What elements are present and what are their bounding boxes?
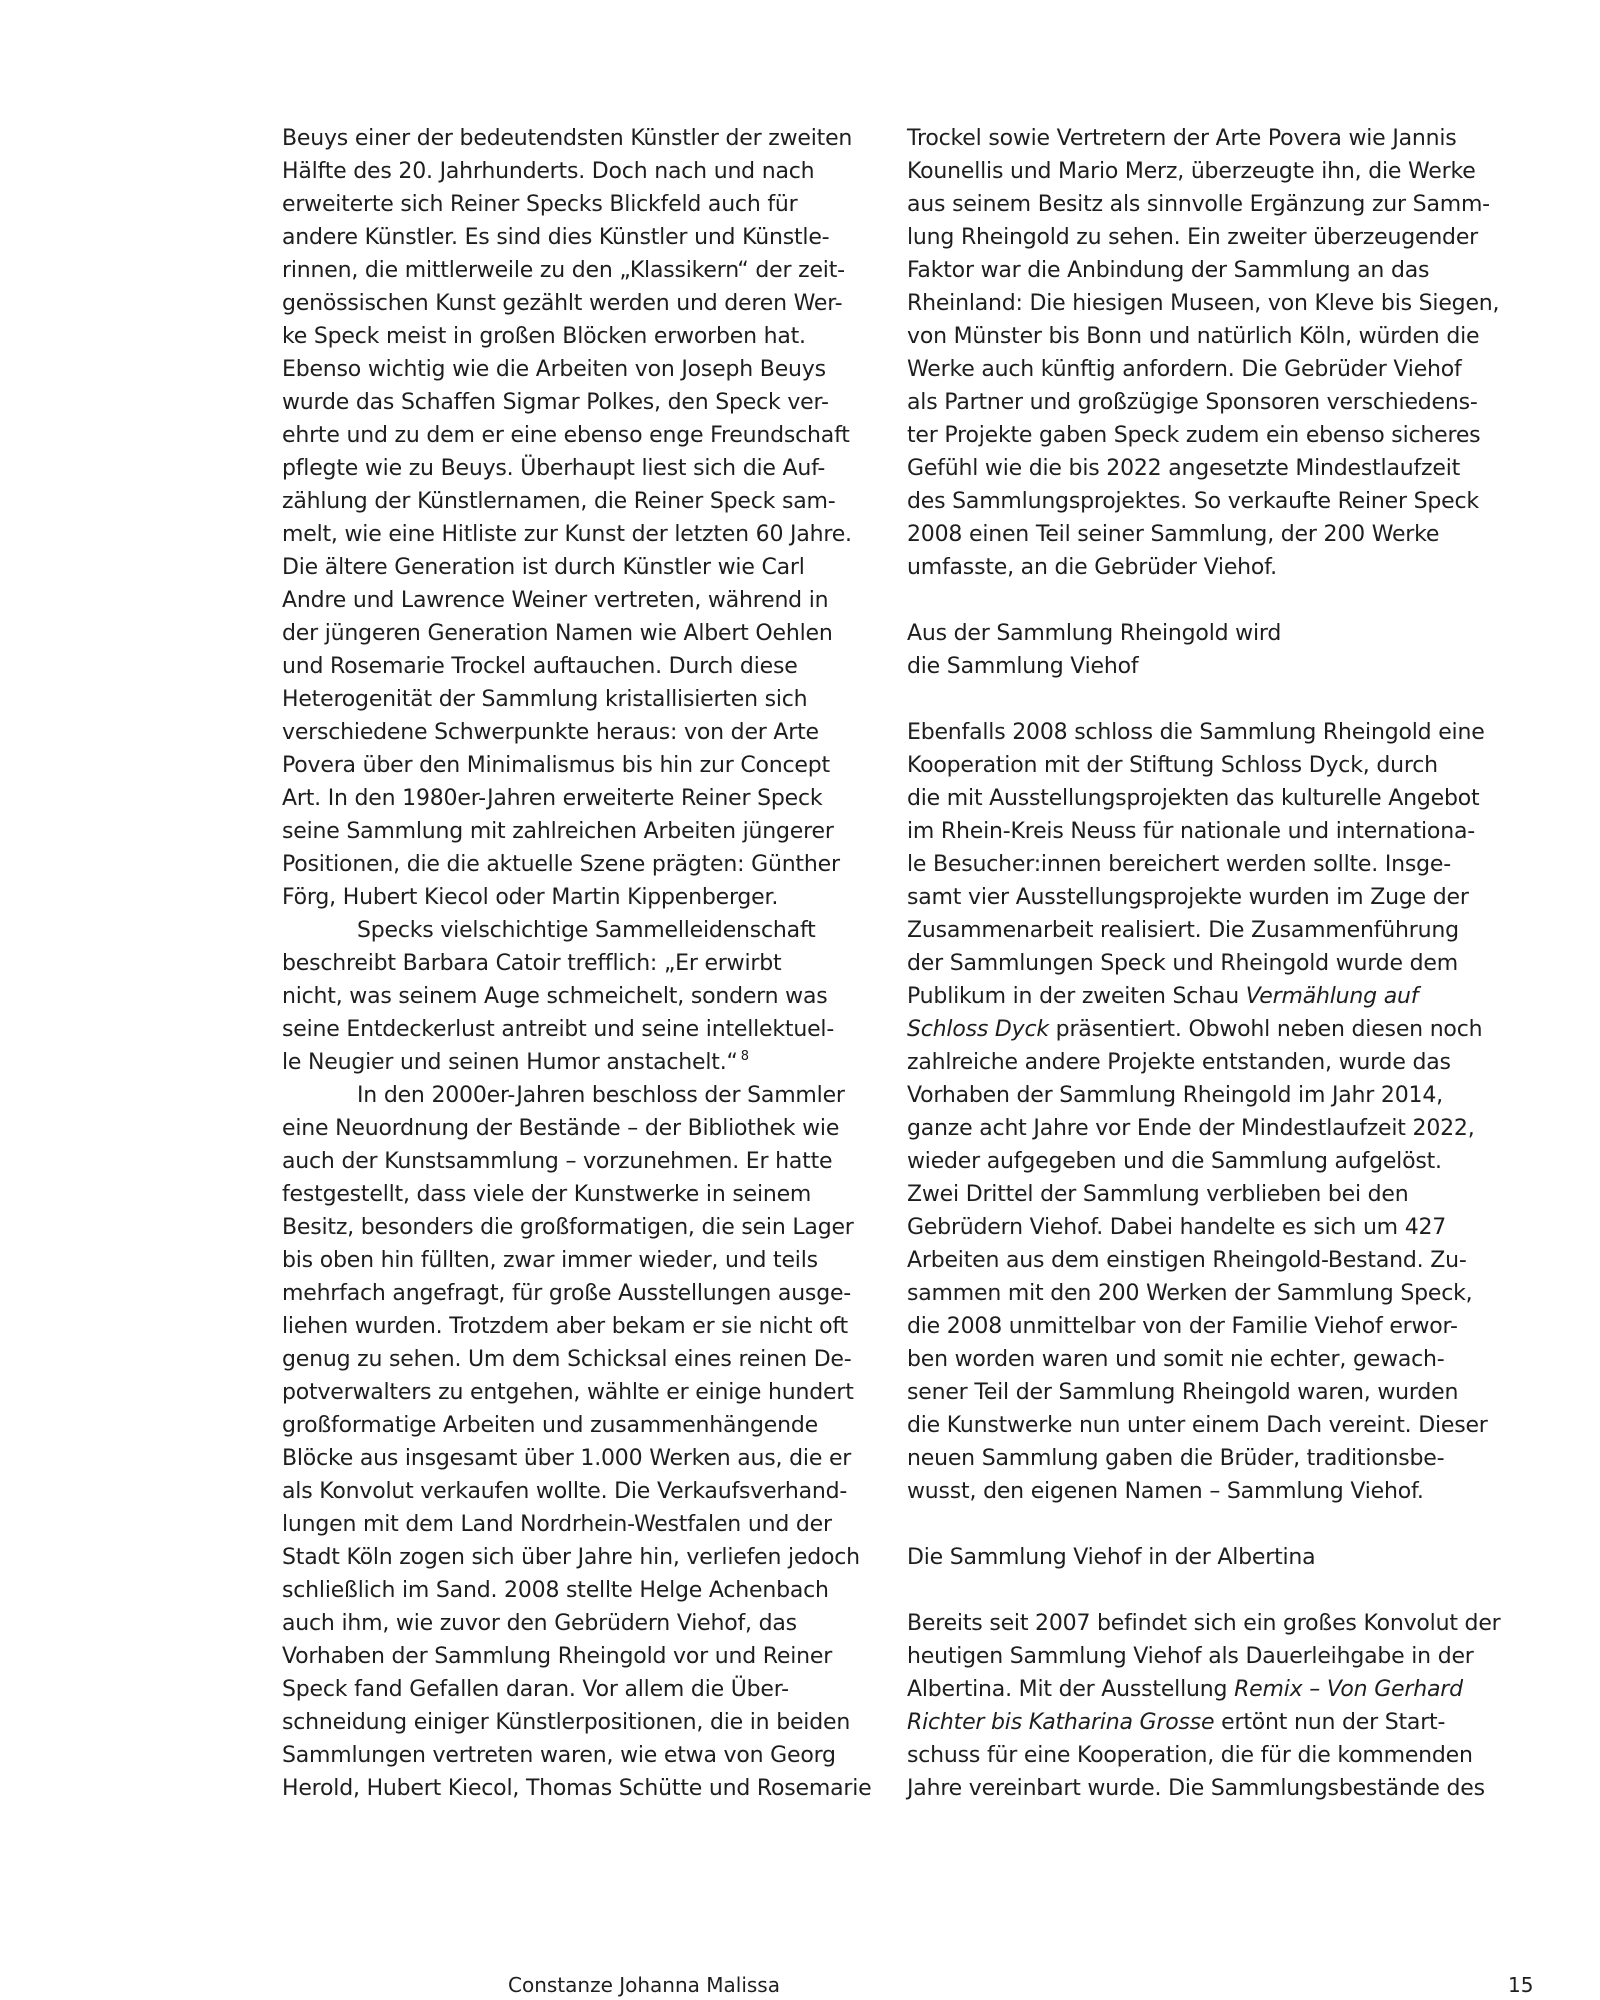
- line-text: Andre und Lawrence Weiner vertreten, während in: [282, 588, 829, 613]
- text-line: [907, 881, 1527, 914]
- text-line: [282, 1244, 882, 1277]
- line-text: In den 2000er-Jahren beschloss der Sammler: [357, 1083, 845, 1108]
- line-text: als Konvolut verkaufen wollte. Die Verkaufsverhand-: [282, 1479, 848, 1504]
- text-line: [282, 386, 882, 419]
- text-line: [282, 683, 882, 716]
- line-text: Gefühl wie die bis 2022 angesetzte Mindestlaufzeit: [907, 456, 1461, 481]
- line-text: ertönt nun der Start-: [1214, 1710, 1446, 1735]
- text-line: [907, 221, 1527, 254]
- section-heading-line: [907, 1541, 1527, 1574]
- text-line: [282, 848, 882, 881]
- text-line: [282, 881, 882, 914]
- text-line: [907, 947, 1527, 980]
- line-text: aus seinem Besitz als sinnvolle Ergänzung zur Samm-: [907, 192, 1490, 217]
- text-line: [907, 1739, 1527, 1772]
- line-text: Beuys einer der bedeutendsten Künstler der zweiten: [282, 126, 853, 151]
- text-line: [907, 1673, 1527, 1706]
- text-line: [282, 815, 882, 848]
- line-text: sammen mit den 200 Werken der Sammlung Speck,: [907, 1281, 1473, 1306]
- line-text: Förg, Hubert Kiecol oder Martin Kippenberger.: [282, 885, 779, 910]
- text-line: [907, 287, 1527, 320]
- line-text: nicht, was seinem Auge schmeichelt, sondern was: [282, 984, 828, 1009]
- line-text: erweiterte sich Reiner Specks Blickfeld auch für: [282, 192, 798, 217]
- line-text: Die ältere Generation ist durch Künstler wie Carl: [282, 555, 805, 580]
- text-line: [907, 782, 1527, 815]
- line-text: Zusammenarbeit realisiert. Die Zusammenführung: [907, 918, 1459, 943]
- text-line: [282, 254, 882, 287]
- text-line: [282, 1343, 882, 1376]
- line-text: zählung der Künstlernamen, die Reiner Speck sam-: [282, 489, 836, 514]
- text-line: [282, 320, 882, 353]
- text-line: [282, 1706, 882, 1739]
- line-text: zahlreiche andere Projekte entstanden, wurde das: [907, 1050, 1451, 1075]
- line-text: als Partner und großzügige Sponsoren verschiedens-: [907, 390, 1478, 415]
- line-text: Arbeiten aus dem einstigen Rheingold-Bestand. Zu-: [907, 1248, 1467, 1273]
- text-line: [282, 1442, 882, 1475]
- line-text: le Neugier und seinen Humor anstachelt.“: [282, 1050, 738, 1075]
- line-text: Povera über den Minimalismus bis hin zur Concept: [282, 753, 830, 778]
- text-line: [282, 221, 882, 254]
- text-line: [282, 1739, 882, 1772]
- text-line: [907, 419, 1527, 452]
- line-text: großformatige Arbeiten und zusammenhängende: [282, 1413, 818, 1438]
- text-line: [282, 1145, 882, 1178]
- line-text: Gebrüdern Viehof. Dabei handelte es sich um 427: [907, 1215, 1447, 1240]
- text-column-right: [907, 122, 1527, 1805]
- line-text: schließlich im Sand. 2008 stellte Helge Achenbach: [282, 1578, 829, 1603]
- text-line: [282, 1541, 882, 1574]
- line-text: genug zu sehen. Um dem Schicksal eines reinen De-: [282, 1347, 852, 1372]
- text-line: [282, 1211, 882, 1244]
- line-text: im Rhein-Kreis Neuss für nationale und internationa-: [907, 819, 1475, 844]
- line-text: die mit Ausstellungsprojekten das kulturelle Angebot: [907, 786, 1480, 811]
- text-line: [907, 716, 1527, 749]
- text-line: [907, 1343, 1527, 1376]
- line-text: schuss für eine Kooperation, die für die kommenden: [907, 1743, 1473, 1768]
- text-line: [282, 122, 882, 155]
- text-line: [282, 650, 882, 683]
- line-text: die Kunstwerke nun unter einem Dach vereint. Dieser: [907, 1413, 1488, 1438]
- line-text: Albertina. Mit der Ausstellung: [907, 1677, 1235, 1702]
- text-line: [282, 1046, 882, 1079]
- text-line: [282, 749, 882, 782]
- line-text: Blöcke aus insgesamt über 1.000 Werken aus, die er: [282, 1446, 852, 1471]
- line-text: Die Sammlung Viehof in der Albertina: [907, 1545, 1316, 1570]
- text-line: [907, 155, 1527, 188]
- text-line: [907, 1640, 1527, 1673]
- text-line: [907, 551, 1527, 584]
- italic-title: Vermählung auf: [1245, 984, 1419, 1009]
- line-text: sener Teil der Sammlung Rheingold waren, wurden: [907, 1380, 1459, 1405]
- text-line: [282, 1178, 882, 1211]
- text-line: [282, 1310, 882, 1343]
- text-line: [907, 749, 1527, 782]
- text-line: [907, 1013, 1527, 1046]
- line-text: heutigen Sammlung Viehof als Dauerleihgabe in der: [907, 1644, 1474, 1669]
- paragraph-gap: [907, 584, 1527, 617]
- line-text: Heterogenität der Sammlung kristallisierten sich: [282, 687, 808, 712]
- line-text: wieder aufgegeben und die Sammlung aufgelöst.: [907, 1149, 1442, 1174]
- line-text: lung Rheingold zu sehen. Ein zweiter überzeugender: [907, 225, 1479, 250]
- paragraph-gap: [907, 683, 1527, 716]
- line-text: seine Sammlung mit zahlreichen Arbeiten jüngerer: [282, 819, 834, 844]
- text-column-left: [282, 122, 882, 1805]
- line-text: Ebenso wichtig wie die Arbeiten von Joseph Beuys: [282, 357, 826, 382]
- line-text: Kooperation mit der Stiftung Schloss Dyck, durch: [907, 753, 1438, 778]
- line-text: Trockel sowie Vertretern der Arte Povera wie Jannis: [907, 126, 1457, 151]
- line-text: ke Speck meist in großen Blöcken erworben hat.: [282, 324, 806, 349]
- text-line: [907, 122, 1527, 155]
- text-line: [907, 1244, 1527, 1277]
- line-text: der Sammlungen Speck und Rheingold wurde dem: [907, 951, 1458, 976]
- text-line: [282, 1277, 882, 1310]
- text-line: [282, 1112, 882, 1145]
- italic-title: Remix – Von Gerhard: [1234, 1677, 1463, 1702]
- text-line: [907, 1211, 1527, 1244]
- line-text: seine Entdeckerlust antreibt und seine intellektuel-: [282, 1017, 835, 1042]
- text-line: [907, 320, 1527, 353]
- line-text: präsentiert. Obwohl neben diesen noch: [1048, 1017, 1483, 1042]
- text-line: [907, 1178, 1527, 1211]
- line-text: Sammlungen vertreten waren, wie etwa von Georg: [282, 1743, 836, 1768]
- text-line: [907, 1376, 1527, 1409]
- line-text: auch ihm, wie zuvor den Gebrüdern Viehof, das: [282, 1611, 797, 1636]
- text-line: [907, 1607, 1527, 1640]
- line-text: wusst, den eigenen Namen – Sammlung Viehof.: [907, 1479, 1424, 1504]
- section-heading-line: [907, 617, 1527, 650]
- line-text: Herold, Hubert Kiecol, Thomas Schütte und Rosemarie: [282, 1776, 872, 1801]
- line-text: Jahre vereinbart wurde. Die Sammlungsbestände des: [907, 1776, 1485, 1801]
- text-line: [282, 485, 882, 518]
- line-text: 2008 einen Teil seiner Sammlung, der 200 Werke: [907, 522, 1440, 547]
- line-text: Positionen, die die aktuelle Szene prägten: Günther: [282, 852, 840, 877]
- line-text: Zwei Drittel der Sammlung verblieben bei den: [907, 1182, 1409, 1207]
- line-text: Specks vielschichtige Sammelleidenschaft: [357, 918, 816, 943]
- text-line: [282, 1640, 882, 1673]
- line-text: potverwalters zu entgehen, wählte er einige hundert: [282, 1380, 854, 1405]
- line-text: Vorhaben der Sammlung Rheingold im Jahr 2014,: [907, 1083, 1443, 1108]
- line-text: der jüngeren Generation Namen wie Albert Oehlen: [282, 621, 833, 646]
- line-text: Aus der Sammlung Rheingold wird: [907, 621, 1282, 646]
- line-text: wurde das Schaffen Sigmar Polkes, den Speck ver-: [282, 390, 829, 415]
- line-text: Rheinland: Die hiesigen Museen, von Kleve bis Siegen,: [907, 291, 1500, 316]
- text-line: [907, 188, 1527, 221]
- text-line: [907, 1706, 1527, 1739]
- line-text: schneidung einiger Künstlerpositionen, die in beiden: [282, 1710, 851, 1735]
- text-line: [907, 452, 1527, 485]
- text-line: [907, 1277, 1527, 1310]
- line-text: lungen mit dem Land Nordrhein-Westfalen und der: [282, 1512, 832, 1537]
- line-text: andere Künstler. Es sind dies Künstler und Künstle-: [282, 225, 830, 250]
- text-line: [282, 980, 882, 1013]
- line-text: Kounellis und Mario Merz, überzeugte ihn, die Werke: [907, 159, 1476, 184]
- text-line: [282, 1475, 882, 1508]
- text-line: [282, 353, 882, 386]
- line-text: ganze acht Jahre vor Ende der Mindestlaufzeit 2022,: [907, 1116, 1475, 1141]
- line-text: ben worden waren und somit nie echter, gewach-: [907, 1347, 1445, 1372]
- italic-title: Richter bis Katharina Grosse: [907, 1710, 1215, 1735]
- text-line: [907, 353, 1527, 386]
- line-text: liehen wurden. Trotzdem aber bekam er sie nicht oft: [282, 1314, 848, 1339]
- text-line: [907, 1145, 1527, 1178]
- text-line: [282, 947, 882, 980]
- line-text: Speck fand Gefallen daran. Vor allem die Über-: [282, 1677, 789, 1702]
- text-line: [907, 485, 1527, 518]
- text-line: [282, 1508, 882, 1541]
- text-line: [282, 1013, 882, 1046]
- text-line: [907, 914, 1527, 947]
- line-text: Vorhaben der Sammlung Rheingold vor und Reiner: [282, 1644, 833, 1669]
- text-line: [907, 1772, 1527, 1805]
- text-line: [282, 782, 882, 815]
- line-text: Hälfte des 20. Jahrhunderts. Doch nach und nach: [282, 159, 815, 184]
- text-line: [907, 518, 1527, 551]
- text-line: [907, 815, 1527, 848]
- text-line: [907, 1442, 1527, 1475]
- text-line: [282, 155, 882, 188]
- line-text: melt, wie eine Hitliste zur Kunst der letzten 60 Jahre.: [282, 522, 852, 547]
- line-text: Ebenfalls 2008 schloss die Sammlung Rheingold eine: [907, 720, 1485, 745]
- text-line: [282, 1574, 882, 1607]
- line-text: von Münster bis Bonn und natürlich Köln, würden die: [907, 324, 1480, 349]
- text-line: [282, 419, 882, 452]
- line-text: bis oben hin füllten, zwar immer wieder, und teils: [282, 1248, 818, 1273]
- line-text: eine Neuordnung der Bestände – der Bibliothek wie: [282, 1116, 840, 1141]
- text-line: [282, 188, 882, 221]
- text-line: [282, 914, 882, 947]
- text-line: [907, 848, 1527, 881]
- text-line: [907, 1112, 1527, 1145]
- section-heading-line: [907, 650, 1527, 683]
- line-text: verschiedene Schwerpunkte heraus: von der Arte: [282, 720, 819, 745]
- text-line: [907, 254, 1527, 287]
- text-line: [282, 1079, 882, 1112]
- line-text: Art. In den 1980er-Jahren erweiterte Reiner Speck: [282, 786, 823, 811]
- text-line: [282, 1607, 882, 1640]
- line-text: Stadt Köln zogen sich über Jahre hin, verliefen jedoch: [282, 1545, 860, 1570]
- line-text: ehrte und zu dem er eine ebenso enge Freundschaft: [282, 423, 850, 448]
- paragraph-gap: [907, 1574, 1527, 1607]
- footer-author: Constanze Johanna Malissa: [508, 1973, 780, 1997]
- text-line: [907, 386, 1527, 419]
- text-line: [282, 1673, 882, 1706]
- line-text: Faktor war die Anbindung der Sammlung an das: [907, 258, 1430, 283]
- text-line: [907, 980, 1527, 1013]
- text-line: [282, 551, 882, 584]
- text-line: [907, 1079, 1527, 1112]
- line-text: mehrfach angefragt, für große Ausstellungen ausge-: [282, 1281, 852, 1306]
- line-text: pflegte wie zu Beuys. Überhaupt liest sich die Auf-: [282, 456, 826, 481]
- text-line: [282, 1376, 882, 1409]
- paragraph-gap: [907, 1508, 1527, 1541]
- line-text: die 2008 unmittelbar von der Familie Viehof erwor-: [907, 1314, 1458, 1339]
- line-text: samt vier Ausstellungsprojekte wurden im Zuge der: [907, 885, 1469, 910]
- text-line: [907, 1310, 1527, 1343]
- line-text: auch der Kunstsammlung – vorzunehmen. Er hatte: [282, 1149, 833, 1174]
- line-text: Bereits seit 2007 befindet sich ein großes Konvolut der: [907, 1611, 1501, 1636]
- footnote-marker: 8: [740, 1049, 749, 1064]
- line-text: des Sammlungsprojektes. So verkaufte Reiner Speck: [907, 489, 1479, 514]
- text-line: [282, 1409, 882, 1442]
- line-text: Besitz, besonders die großformatigen, die sein Lager: [282, 1215, 854, 1240]
- text-line: [282, 584, 882, 617]
- text-line: [282, 287, 882, 320]
- text-line: [907, 1046, 1527, 1079]
- line-text: Publikum in der zweiten Schau: [907, 984, 1246, 1009]
- text-line: [282, 617, 882, 650]
- line-text: Werke auch künftig anfordern. Die Gebrüder Viehof: [907, 357, 1462, 382]
- line-text: beschreibt Barbara Catoir trefflich: „Er erwirbt: [282, 951, 782, 976]
- line-text: umfasste, an die Gebrüder Viehof.: [907, 555, 1277, 580]
- page-number: 15: [1508, 1973, 1534, 1997]
- italic-title: Schloss Dyck: [907, 1017, 1049, 1042]
- text-line: [282, 716, 882, 749]
- line-text: ter Projekte gaben Speck zudem ein ebenso sicheres: [907, 423, 1481, 448]
- line-text: und Rosemarie Trockel auftauchen. Durch diese: [282, 654, 798, 679]
- text-line: [282, 452, 882, 485]
- line-text: le Besucher:innen bereichert werden sollte. Insge-: [907, 852, 1451, 877]
- line-text: neuen Sammlung gaben die Brüder, traditionsbe-: [907, 1446, 1445, 1471]
- text-line: [282, 518, 882, 551]
- line-text: die Sammlung Viehof: [907, 654, 1139, 679]
- text-line: [907, 1475, 1527, 1508]
- text-line: [907, 1409, 1527, 1442]
- line-text: genössischen Kunst gezählt werden und deren Wer-: [282, 291, 843, 316]
- line-text: festgestellt, dass viele der Kunstwerke in seinem: [282, 1182, 812, 1207]
- text-line: [282, 1772, 882, 1805]
- line-text: rinnen, die mittlerweile zu den „Klassikern“ der zeit-: [282, 258, 845, 283]
